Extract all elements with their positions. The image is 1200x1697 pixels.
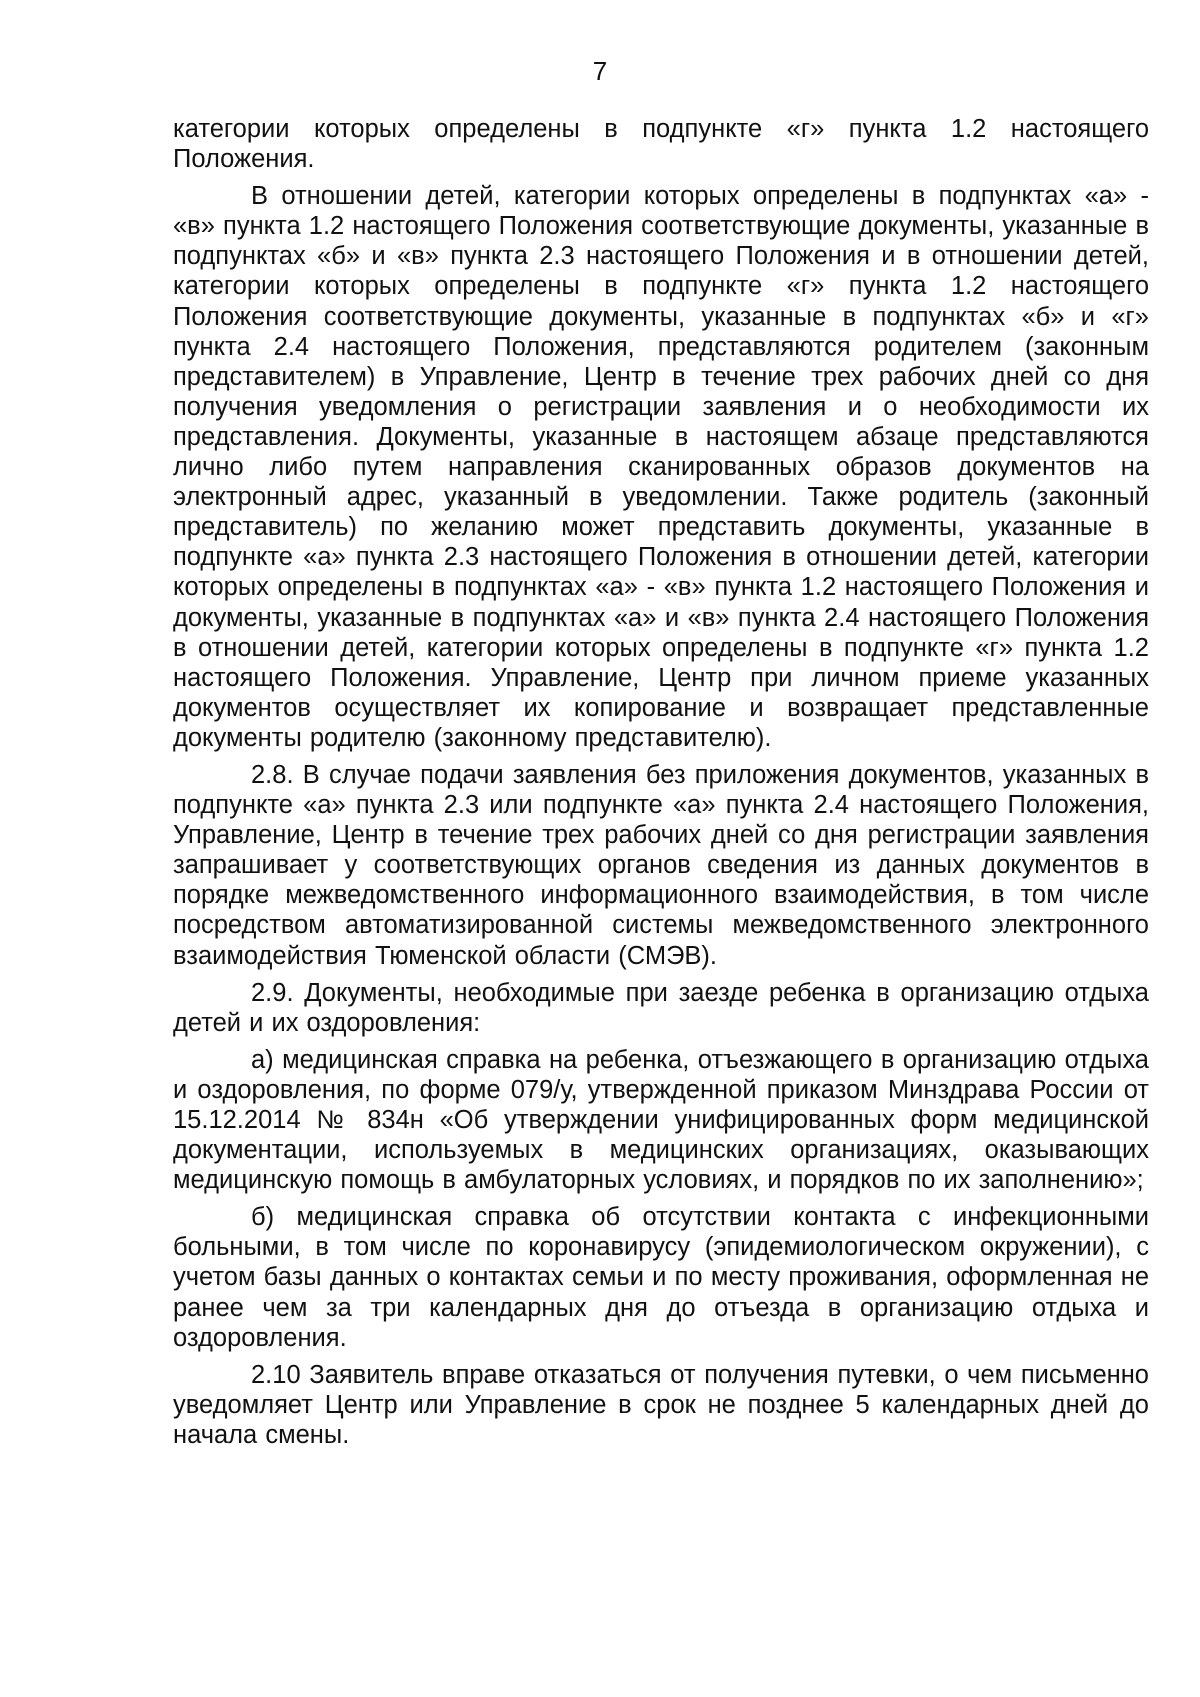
paragraph-continuation: категории которых определены в подпункте «г» пункта 1.2 настоящего Положения.	[173, 115, 1149, 174]
paragraph-2-9-a: а) медицинская справка на ребенка, отъезжающего в организацию отдыха и оздоровления, по форме 079/у, утвержденной приказом Минздрава России от 15.12.2014 № 834н «Об утверждении унифицированных форм медицинской документации, используемых в медицинских организациях, оказывающих медицинскую помощь в амбулаторных условиях, и порядков по их заполнению»;	[173, 1045, 1149, 1195]
paragraph-2-9-b: б) медицинская справка об отсутствии контакта с инфекционными больными, в том числе по коронавирусу (эпидемиологическом окружении), с учетом базы данных о контактах семьи и по месту проживания, оформленная не ранее чем за три календарных дня до отъезда в организацию отдыха и оздоровления.	[173, 1203, 1149, 1352]
paragraph-2-10: 2.10 Заявитель вправе отказаться от получения путевки, о чем письменно уведомляет Центр или Управление в срок не позднее 5 календарных дней до начала смены.	[173, 1360, 1149, 1449]
paragraph-2-8: 2.8. В случае подачи заявления без приложения документов, указанных в подпункте «а» пункта 2.3 или подпункте «а» пункта 2.4 настоящего Положения, Управление, Центр в течение трех рабочих дней со дня регистрации заявления запрашивает у соответствующих органов сведения из данных документов в порядке межведомственного информационного взаимодействия, в том числе посредством автоматизированной системы межведомственного электронного взаимодействия Тюменской области (СМЭВ).	[173, 760, 1149, 970]
document-body	[173, 114, 1149, 1457]
paragraph-2-9: 2.9. Документы, необходимые при заезде ребенка в организацию отдыха детей и их оздоровления:	[173, 978, 1149, 1037]
page-number: 7	[592, 56, 608, 86]
paragraph-documents-submission: В отношении детей, категории которых определены в подпунктах «а» - «в» пункта 1.2 настоящего Положения соответствующие документы, указанные в подпунктах «б» и «в» пункта 2.3 настоящего Положения и в отношении детей, категории которых определены в подпункте «г» пункта 1.2 настоящего Положения соответствующие документы, указанные в подпунктах «б» и «г» пункта 2.4 настоящего Положения, представляются родителем (законным представителем) в Управление, Центр в течение трех рабочих дней со дня получения уведомления о регистрации заявления и о необходимости их представления. Документы, указанные в настоящем абзаце представляются лично либо путем направления сканированных образов документов на электронный адрес, указанный в уведомлении. Также родитель (законный представитель) по желанию может представить документы, указанные в подпункте «а» пункта 2.3 настоящего Положения в отношении детей, категории которых определены в подпунктах «а» - «в» пункта 1.2 настоящего Положения и документы, указанные в подпунктах «а» и «в» пункта 2.4 настоящего Положения в отношении детей, категории которых определены в подпункте «г» пункта 1.2 настоящего Положения. Управление, Центр при личном приеме указанных документов осуществляет их копирование и возвращает представленные документы родителю (законному представителю).	[173, 182, 1149, 752]
